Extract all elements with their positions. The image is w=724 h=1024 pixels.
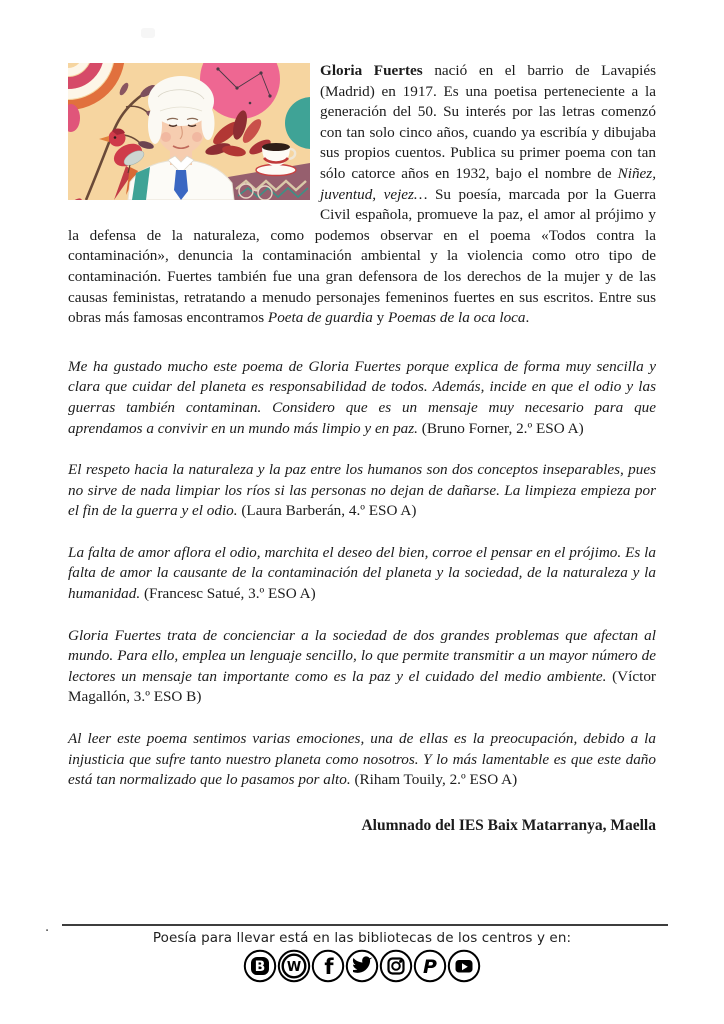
quote-text: El respeto hacia la naturaleza y la paz entre los humanos son dos conceptos inseparables, pues no sirve de nada limpiar los ríos si las personas no dejan de dañarse. La limpieza empieza por el fin de la guerra y el odio. — [68, 461, 656, 520]
student-quote-4 — [68, 626, 656, 708]
quote-attribution: (Bruno Forner, 2.º ESO A) — [417, 419, 584, 437]
bio-text-3: y — [372, 309, 388, 327]
quote-attribution: (Laura Barberán, 4.º ESO A) — [237, 502, 417, 520]
bio-work-2: Poeta de guardia — [267, 309, 373, 327]
footer-note: Poesía para llevar está en las bibliotecas de los centros y en: — [152, 930, 572, 946]
quote-attribution: (Riham Touily, 2.º ESO A) — [350, 771, 518, 789]
svg-text:W: W — [286, 960, 302, 975]
bio-text-4: . — [525, 309, 530, 327]
youtube-icon[interactable] — [447, 949, 481, 983]
page-speck — [141, 28, 155, 38]
student-quote-1 — [68, 357, 656, 439]
svg-text:f: f — [324, 955, 334, 979]
bio-text-2: Su poesía, marcada por la Guerra Civil española, promueve la paz, el amor al prójimo y la defensa de la naturaleza, como podemos observar en el poema «Todos contra la contaminación», denuncia la contaminación ambiental y la violencia como otro tipo de contaminación. Fuertes también fue una gran defensora de los derechos de la mujer y de las causas feministas, retratando a menudo personajes femeninos fuertes en sus escritos. Entre sus obras más famosas encontramos — [68, 185, 656, 327]
signature: Alumnado del IES Baix Matarranya, Maella — [361, 816, 656, 834]
footer-dot: . — [45, 920, 50, 935]
svg-text:B: B — [254, 959, 266, 975]
facebook-icon[interactable] — [311, 949, 345, 983]
page-footer — [0, 920, 724, 983]
quote-attribution: (Francesc Satué, 3.º ESO A) — [140, 585, 316, 603]
footer-divider — [62, 924, 668, 926]
twitter-icon[interactable] — [345, 949, 379, 983]
student-quote-5 — [68, 729, 656, 791]
pinterest-icon[interactable] — [413, 949, 447, 983]
svg-text:P: P — [423, 956, 437, 978]
document-content — [68, 61, 656, 835]
bio-work-1: Niñez, juventud, vejez… — [320, 164, 656, 203]
student-quote-2 — [68, 460, 656, 522]
social-icons-row — [0, 949, 724, 983]
gloria-fuertes-illustration — [68, 63, 310, 200]
quote-attribution: (Víctor Magallón, 3.º ESO B) — [68, 667, 656, 706]
instagram-icon[interactable] — [379, 949, 413, 983]
quote-text: Me ha gustado mucho este poema de Gloria Fuertes porque explica de forma muy sencilla y clara que cuidar del planeta es responsabilidad de todos. Además, incide en que el odio y las guerras también contaminan. Considero que es un mensaje muy necesario para que aprendamos a convivir en un mundo más limpio y en paz. — [68, 357, 656, 437]
blogger-icon[interactable] — [243, 949, 277, 983]
quote-text: Gloria Fuertes trata de concienciar a la sociedad de dos grandes problemas que afectan al mundo. Para ello, emplea un lenguaje sencillo, lo que permite transmitir a un mayor número de lectores un mensaje tan importante como es la paz y el cuidado del medio ambiente. — [68, 626, 656, 685]
student-quote-3 — [68, 543, 656, 605]
quote-text: Al leer este poema sentimos varias emociones, una de ellas es la preocupación, debido a la injusticia que sufre tanto nuestro planeta como nosotros. Y lo más lamentable es que este daño está tan normalizado que lo pasamos por alto. — [68, 730, 656, 789]
bio-text-1: nació en el barrio de Lavapiés (Madrid) en 1917. Es una poetisa perteneciente a la generación del 50. Su interés por las letras comenzó con tan solo cinco años, cuando ya escribía y dibujaba sus propios cuentos. Publica su primer poema con tan sólo catorce años en 1932, bajo el nombre de — [320, 62, 656, 182]
bio-work-3: Poemas de la oca loca — [388, 309, 526, 327]
quote-text: La falta de amor aflora el odio, marchita el deseo del bien, corroe el pensar en el prójimo. Es la falta de amor la causante de la contaminación del planeta y la sociedad, de la naturaleza y la humanidad. — [68, 543, 656, 603]
bio-name: Gloria Fuertes — [320, 62, 423, 79]
wordpress-icon[interactable] — [277, 949, 311, 983]
bio-paragraph — [68, 61, 656, 329]
